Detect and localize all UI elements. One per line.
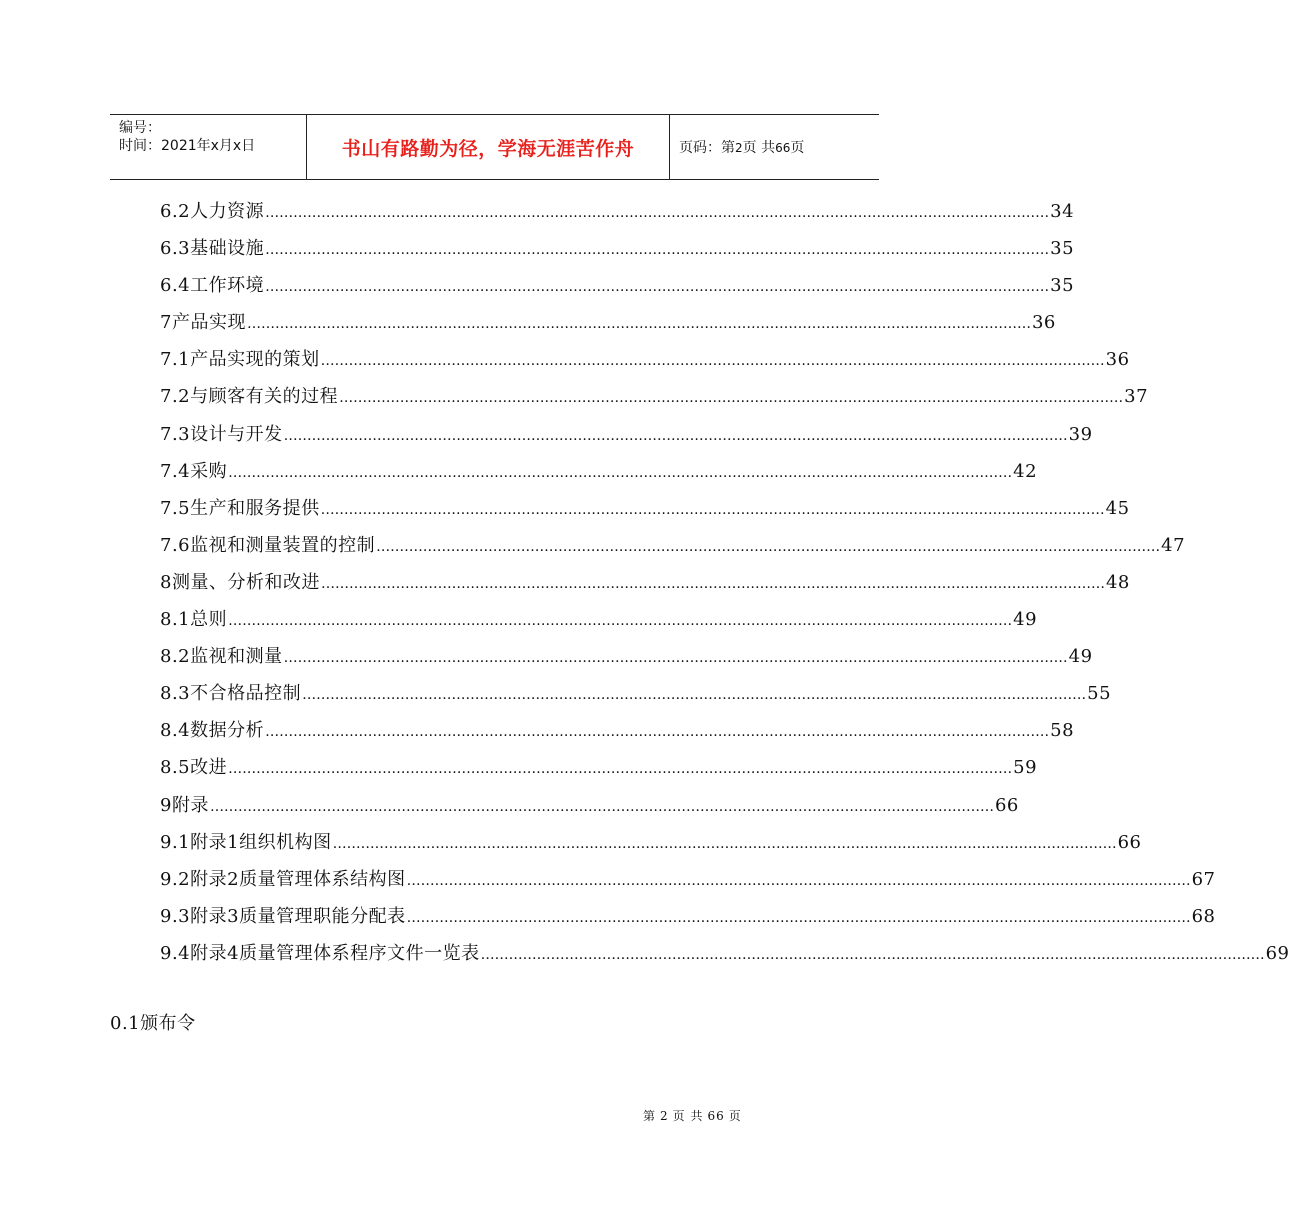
toc-entry-page-number: 37 — [1124, 386, 1149, 408]
document-time-label: 时间：2021年x月x日 — [119, 138, 256, 154]
toc-entry-leader: …………………………………………………………………………………………………………………………………………………… — [376, 538, 1161, 555]
toc-entry[interactable] — [160, 271, 1075, 308]
toc-entry[interactable] — [160, 679, 1112, 716]
toc-entry-label: 9.1附录1组织机构图 — [160, 831, 332, 853]
header-motto — [306, 115, 670, 179]
toc-entry-page-number: 47 — [1161, 534, 1186, 556]
toc-entry-leader: …………………………………………………………………………………………………………………………………………………… — [265, 205, 1050, 221]
toc-entry[interactable] — [160, 494, 1130, 531]
toc-entry-leader: …………………………………………………………………………………………………………………………………………………… — [228, 761, 1013, 778]
header-page-total: 66 — [775, 141, 791, 155]
toc-entry-page-number: 66 — [1117, 831, 1142, 853]
toc-entry[interactable] — [160, 605, 1038, 642]
toc-entry-leader: …………………………………………………………………………………………………………………………………………………… — [209, 798, 994, 815]
header-meta — [110, 115, 306, 179]
toc-entry-leader: …………………………………………………………………………………………………………………………………………………… — [320, 353, 1105, 370]
toc-entry-leader: …………………………………………………………………………………………………………………………………………………… — [283, 650, 1068, 667]
toc-entry[interactable] — [160, 865, 1216, 902]
toc-entry-label: 9.4附录4质量管理体系程序文件一览表 — [160, 942, 480, 964]
toc-entry-leader: …………………………………………………………………………………………………………………………………………………… — [406, 872, 1191, 889]
toc-entry-label: 8测量、分析和改进 — [160, 571, 320, 593]
toc-entry-leader: …………………………………………………………………………………………………………………………………………………… — [480, 946, 1265, 963]
toc-entry-label: 7.2与顾客有关的过程 — [160, 386, 339, 408]
toc-entry-leader: …………………………………………………………………………………………………………………………………………………… — [406, 909, 1191, 926]
toc-entry-page-number: 55 — [1087, 683, 1112, 705]
page-footer — [643, 1107, 746, 1124]
header-page-current: 2 — [735, 141, 743, 155]
document-number-label: 编号： — [119, 120, 161, 136]
header-page-suffix: 页 — [790, 140, 805, 156]
toc-entry-leader: …………………………………………………………………………………………………………………………………………………… — [228, 464, 1013, 481]
footer-prefix: 第 — [643, 1109, 657, 1123]
toc-entry-leader: …………………………………………………………………………………………………………………………………………………… — [265, 279, 1050, 296]
toc-entry-label: 8.2监视和测量 — [160, 646, 283, 668]
toc-entry[interactable] — [160, 753, 1038, 790]
toc-entry-label: 8.4数据分析 — [160, 720, 265, 742]
toc-entry-page-number: 36 — [1105, 349, 1130, 371]
toc-entry[interactable] — [160, 234, 1075, 271]
toc-entry[interactable] — [160, 568, 1130, 605]
toc-entry-label: 7.5生产和服务提供 — [160, 497, 320, 519]
toc-entry-label: 8.3不合格品控制 — [160, 683, 302, 705]
toc-entry-page-number: 35 — [1050, 238, 1075, 260]
toc-entry-page-number: 39 — [1068, 423, 1093, 445]
toc-entry-page-number: 35 — [1050, 275, 1075, 297]
toc-entry-page-number: 42 — [1013, 460, 1038, 482]
toc-entry-page-number: 48 — [1105, 571, 1130, 593]
footer-suffix: 页 — [728, 1109, 742, 1123]
toc-entry[interactable] — [160, 197, 1075, 234]
toc-entry[interactable] — [160, 716, 1075, 753]
toc-entry[interactable] — [160, 531, 1186, 568]
toc-entry-label: 9.3附录3质量管理职能分配表 — [160, 905, 406, 927]
section-heading: 0.1颁布令 — [110, 1013, 196, 1034]
toc-entry-page-number: 49 — [1013, 609, 1038, 631]
toc-entry-label: 7.1产品实现的策划 — [160, 349, 320, 371]
toc-entry[interactable] — [160, 828, 1142, 865]
toc-entry-leader: …………………………………………………………………………………………………………………………………………………… — [339, 390, 1124, 407]
toc-entry-label: 6.4工作环境 — [160, 275, 265, 297]
toc-entry-page-number: 58 — [1050, 720, 1075, 742]
header-page-info — [670, 115, 879, 179]
toc-entry[interactable] — [160, 420, 1093, 457]
toc-entry[interactable] — [160, 345, 1130, 382]
toc-entry[interactable] — [160, 791, 1019, 828]
toc-entry-page-number: 68 — [1191, 905, 1216, 927]
toc-entry-leader: …………………………………………………………………………………………………………………………………………………… — [265, 242, 1050, 259]
toc-entry-leader: …………………………………………………………………………………………………………………………………………………… — [228, 613, 1013, 630]
toc-entry[interactable] — [160, 457, 1038, 494]
toc-entry-leader: …………………………………………………………………………………………………………………………………………………… — [332, 835, 1117, 852]
toc-entry[interactable] — [160, 642, 1093, 679]
toc-entry-page-number: 67 — [1191, 868, 1216, 890]
toc-entry-leader: …………………………………………………………………………………………………………………………………………………… — [265, 724, 1050, 741]
toc-entry-label: 7.4采购 — [160, 460, 228, 482]
toc-entry-label: 6.3基础设施 — [160, 238, 265, 260]
toc-entry-leader: …………………………………………………………………………………………………………………………………………………… — [302, 687, 1087, 704]
toc-entry-page-number: 59 — [1013, 757, 1038, 779]
footer-current: 2 — [660, 1109, 669, 1123]
motto-text: 书山有路勤为径，学海无涯苦作舟 — [341, 137, 635, 160]
toc-entry[interactable] — [160, 939, 1289, 976]
header-page-mid: 页 共 — [742, 140, 776, 156]
toc-entry-leader: …………………………………………………………………………………………………………………………………………………… — [246, 316, 1031, 333]
header-page-prefix: 页码：第 — [679, 140, 735, 156]
toc-entry-label: 6.2人力资源 — [160, 201, 265, 222]
footer-mid: 页 共 — [672, 1109, 704, 1123]
toc-entry-leader: …………………………………………………………………………………………………………………………………………………… — [320, 501, 1105, 518]
toc-entry-label: 7.3设计与开发 — [160, 423, 283, 445]
toc-entry-page-number: 66 — [994, 794, 1019, 816]
toc-entry-page-number: 69 — [1265, 942, 1289, 964]
toc-entry-label: 8.5改进 — [160, 757, 228, 779]
toc-entry-label: 7.6监视和测量装置的控制 — [160, 534, 376, 556]
toc-entry-label: 8.1总则 — [160, 609, 228, 631]
toc-entry-page-number: 45 — [1105, 497, 1130, 519]
toc-entry-page-number: 34 — [1050, 201, 1075, 222]
page-header — [110, 114, 879, 180]
table-of-contents — [160, 197, 1289, 976]
toc-entry[interactable] — [160, 902, 1216, 939]
footer-total: 66 — [707, 1109, 725, 1123]
toc-entry-leader: …………………………………………………………………………………………………………………………………………………… — [283, 427, 1068, 444]
toc-entry-page-number: 49 — [1068, 646, 1093, 668]
toc-entry-label: 9.2附录2质量管理体系结构图 — [160, 868, 406, 890]
toc-entry-label: 7产品实现 — [160, 312, 246, 334]
toc-entry[interactable] — [160, 382, 1149, 419]
toc-entry-label: 9附录 — [160, 794, 209, 816]
toc-entry-page-number: 36 — [1031, 312, 1056, 334]
header-page-line — [679, 137, 879, 157]
toc-entry[interactable] — [160, 308, 1056, 345]
toc-entry-leader: …………………………………………………………………………………………………………………………………………………… — [320, 575, 1105, 592]
